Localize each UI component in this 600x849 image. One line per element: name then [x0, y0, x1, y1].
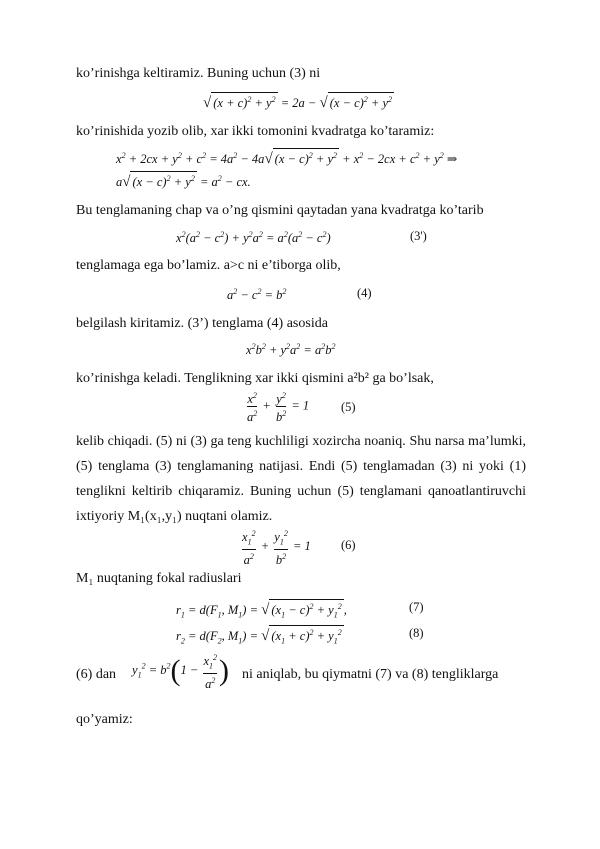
- equation-label-7: (7): [409, 600, 424, 614]
- equation-label-6: (6): [341, 538, 356, 552]
- text-line-3: Bu tenglamaning chap va o’ng qismini qaytadan yana kvadratga ko’tarib: [76, 203, 484, 218]
- equation-3-prime: $x^2(a^2 - c^2) + y^2a^2 = a^2(a^2 - c^2)$: [176, 230, 331, 246]
- text-line-9: tenglikni keltirib chiqaramiz. Buning uchun (5) tenglamani qanoatlantiruvchi: [76, 484, 526, 499]
- equation-label-3-prime: (3'): [410, 229, 427, 243]
- equation-substituted: $x^2b^2 + y^2a^2 = a^2b^2$: [246, 342, 336, 358]
- text-line-6: ko’rinishga keladi. Tenglikning xar ikki qismini a²b² ga bo’lsak,: [76, 371, 434, 386]
- text-line-4: tenglamaga ega bo’lamiz. a>c ni e’tiborga olib,: [76, 258, 341, 273]
- text-line-12-start: (6) dan: [76, 667, 117, 682]
- equation-y1-squared: $y_1^2 = b^2(1$ − $\frac{x_1^2}{a^2}$ ): [132, 653, 229, 691]
- equation-7: $r_1 = d(F_1$, $M_1$) = √ $(x_1 - c)^2 + y_1^2$ ,: [176, 599, 347, 623]
- text-line-13: qo’yamiz:: [76, 712, 133, 727]
- equation-squared-2: a√ $(x - c)^2 + y^2 = a^2$ − cx.: [116, 171, 251, 189]
- text-line-8: (5) tenglama (3) tenglamaning natijasi. Endi (5) tenglamadan (3) ni yoki (1): [76, 459, 526, 474]
- equation-4: $a^2 - c^2 = b^2$: [227, 287, 287, 303]
- text-line-11: M₁ nuqtaning fokal radiuslari: [76, 571, 242, 586]
- text-line-12-end: ni aniqlab, bu qiymatni (7) va (8) tengliklarga: [242, 667, 499, 682]
- text-line-5: belgilash kiritamiz. (3’) tenglama (4) asosida: [76, 316, 328, 331]
- text-line-1: ko’rinishga keltiramiz. Buning uchun (3) ni: [76, 66, 321, 81]
- equation-label-5: (5): [341, 400, 356, 414]
- equation-8: $r_2 = d(F_2$, $M_1$) = √ $(x_1 + c)^2 + y_1^2$: [176, 625, 344, 649]
- text-line-2: ko’rinishida yozib olib, xar ikki tomonini kvadratga ko’taramiz:: [76, 124, 435, 139]
- equation-5: $\frac{x^2}{a^2}$ + $\frac{y^2}{b^2}$ = 1: [247, 391, 310, 425]
- text-line-7: kelib chiqadi. (5) ni (3) ga teng kuchliligi xozircha noaniq. Shu narsa ma’lumki,: [76, 434, 526, 449]
- equation-label-4: (4): [357, 286, 372, 300]
- equation-label-8: (8): [409, 626, 424, 640]
- equation-squared-1: $x^2 + 2cx + y^2 + c^2 = 4a^2 - 4a√$ $(x - c)^2 + y^2 + x^2 - 2cx + c^2 + y^2$ ⇒: [116, 148, 457, 166]
- text-line-10: ixtiyoriy M₁(x₁,y₁) nuqtani olamiz.: [76, 509, 273, 524]
- equation-radical: √ $(x + c)^2 + y^2 = 2a$ − √ $(x - c)^2 + y^2$: [203, 92, 394, 110]
- equation-6: $\frac{x_1^2}{a^2}$ + $\frac{y_1^2}{b^2}$ = 1: [242, 529, 311, 567]
